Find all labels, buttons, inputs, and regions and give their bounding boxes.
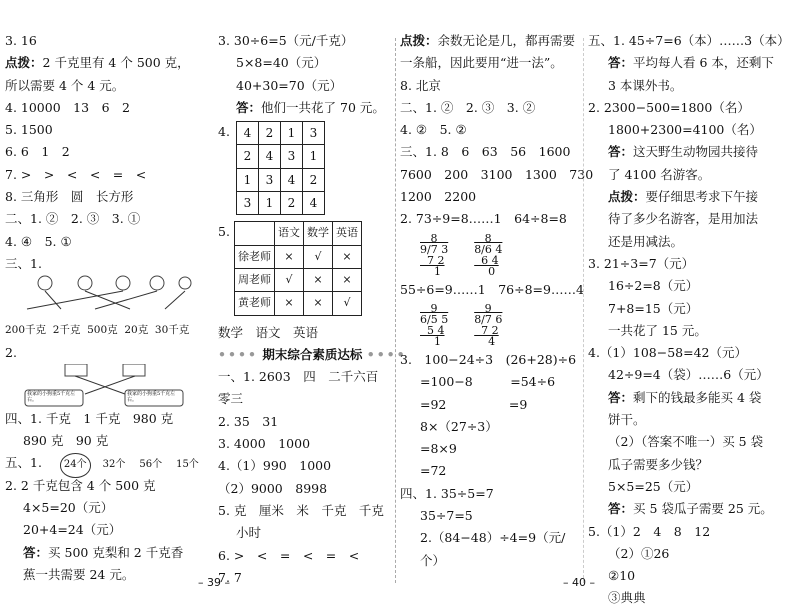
answer-line: 8. 北京 <box>400 77 441 93</box>
weight-label: 500克 <box>87 324 118 337</box>
table-cell: × <box>333 268 362 291</box>
plate-label: 56个 <box>139 459 163 471</box>
answer-line: ②10 <box>608 568 636 584</box>
answer-line: 2. 2 千克包含 4 个 500 克 <box>5 477 156 493</box>
answer-line: 4. ② 5. ② <box>400 122 467 138</box>
long-division <box>420 303 448 347</box>
question-number: 五、1. <box>5 455 42 471</box>
table-header: 数学 <box>304 222 333 245</box>
answer-line: 小时 <box>236 525 262 541</box>
division-line: 8/7 6 <box>474 312 503 326</box>
table-cell: 徐老师 <box>235 245 275 268</box>
answer-line: 零三 <box>218 391 244 407</box>
grid-cell: 2 <box>303 168 325 191</box>
answer-line: 3. 21÷3=7（元） <box>588 255 695 271</box>
division-line: 8/6 4 <box>474 242 503 256</box>
dot-decoration: •••• <box>366 346 407 362</box>
section-title-text: 期末综合素质达标 <box>262 346 363 362</box>
grid-cell: 4 <box>303 192 325 215</box>
division-line: 0 <box>474 264 496 278</box>
weight-labels <box>5 319 200 341</box>
answer-line: 4.（1）108−58=42（元） <box>588 345 747 361</box>
grid-cell: 3 <box>281 145 303 168</box>
hint-text: 余数无论是几，都再需要 <box>437 33 576 48</box>
answer-text: 剩下的钱最多能买 4 袋 <box>633 389 762 405</box>
answer-line: 还是用减法。 <box>608 233 684 249</box>
division-line: 1 <box>420 264 441 278</box>
answer-line: 三、1. 8 6 63 56 1600 <box>400 144 571 160</box>
matching-lines-illustration <box>5 275 195 319</box>
answer-label: 答： <box>236 99 262 115</box>
sudoku-block <box>218 121 390 215</box>
answer-label: 答： <box>608 144 634 160</box>
answer-line: 蕉一共需要 24 元。 <box>23 566 135 582</box>
answer-line: 5.（1）2 4 8 12 <box>588 523 711 539</box>
answer-text: 他们一共花了 70 元。 <box>261 99 385 115</box>
answer-line: 2. 2300−500=1800（名） <box>588 99 750 115</box>
answer-text: 买 500 克梨和 2 千克香 <box>48 544 184 560</box>
answer-line: 3. 100−24÷3 (26+28)÷6 <box>400 351 577 367</box>
hint-label: 点拨： <box>400 33 438 48</box>
matching-figure <box>5 275 200 319</box>
page-number-left: – 39 – <box>198 576 230 589</box>
answer-line: 5. 克 厘米 米 千克 千克 <box>218 502 384 518</box>
column-2 <box>218 30 407 589</box>
answer-line: 42÷9=4（袋）……6（元） <box>608 367 769 383</box>
teacher-subject-table <box>234 221 362 315</box>
answer-line: 3 本课外书。 <box>608 77 683 93</box>
answer-line: 四、1. 35÷5=7 <box>400 485 494 501</box>
grid-cell: 3 <box>259 168 281 191</box>
grid-cell: 1 <box>303 145 325 168</box>
answer-line: 4. 10000 13 6 2 <box>5 99 130 115</box>
grid-cell: 1 <box>237 168 259 191</box>
answer-line <box>5 52 200 74</box>
answer-line <box>588 186 793 208</box>
answer-line: 6. > < = < = < <box>218 547 360 563</box>
division-line: 9 <box>474 301 492 315</box>
table-cell: √ <box>304 245 333 268</box>
answer-line: 8×（27÷3） <box>420 418 498 434</box>
division-line: 9/7 3 <box>420 242 449 256</box>
answer-line <box>588 52 793 74</box>
page-divider <box>395 38 396 583</box>
answer-label: 答： <box>608 501 634 517</box>
table-cell: × <box>304 268 333 291</box>
speech-bubble-text: 我家的小狗重5千克左右。 <box>127 390 176 403</box>
sudoku-grid <box>236 121 325 215</box>
answer-line: 2. 35 31 <box>218 413 279 429</box>
weight-label: 30千克 <box>154 324 190 337</box>
table-header: 语文 <box>275 222 304 245</box>
answer-line: （2）（答案不唯一）买 5 袋 <box>608 434 764 450</box>
grid-cell: 2 <box>259 122 281 145</box>
answer-line: 三、1. <box>5 255 42 271</box>
answer-line: 3. 4000 1000 <box>218 436 311 452</box>
page-number-right: – 40 – <box>563 576 595 589</box>
weight-label: 2千克 <box>52 324 81 337</box>
plate-label: 24个 <box>60 453 91 477</box>
answer-line: 二、1. ② 2. ③ 3. ② <box>400 99 536 115</box>
plate-label: 32个 <box>102 459 126 471</box>
answer-line: 1800+2300=4100（名） <box>608 122 762 138</box>
scale-figure <box>5 364 200 408</box>
section-title <box>218 344 407 366</box>
answer-line: 890 克 90 克 <box>23 433 109 449</box>
hint-label: 点拨： <box>5 55 43 71</box>
answer-line: 3. 30÷6=5（元/千克） <box>218 33 354 48</box>
answer-line: 16÷2=8（元） <box>608 278 699 294</box>
column-3 <box>400 30 594 572</box>
grid-cell: 3 <box>237 192 259 215</box>
answer-line: 6. 6 1 2 <box>5 144 70 160</box>
table-cell: 周老师 <box>235 268 275 291</box>
grid-cell: 4 <box>281 168 303 191</box>
answer-label: 答： <box>608 55 634 71</box>
table-header: 英语 <box>333 222 362 245</box>
hint-text: 2 千克里有 4 个 500 克， <box>42 55 190 71</box>
weight-label: 20克 <box>124 324 149 337</box>
table-cell: √ <box>333 292 362 315</box>
grid-cell: 3 <box>303 122 325 145</box>
answer-line: 五、1. 45÷7=6（本）……3（本） <box>588 33 790 48</box>
grid-cell: 2 <box>281 192 303 215</box>
long-division <box>474 303 502 347</box>
answer-line <box>5 542 200 564</box>
answer-line: =92 =9 <box>420 396 528 412</box>
division-line: 7 2 <box>474 323 499 337</box>
division-line: 6/5 5 <box>420 312 449 326</box>
answer-line: 了 4100 名游客。 <box>608 166 711 182</box>
division-line: 6 4 <box>474 253 499 267</box>
table-cell: × <box>333 245 362 268</box>
table-cell: × <box>275 245 304 268</box>
division-line: 8 <box>474 231 492 245</box>
grid-cell: 4 <box>259 145 281 168</box>
answer-text: 平均每人看 6 本，还剩下 <box>633 55 774 71</box>
grid-cell: 4 <box>237 122 259 145</box>
answer-line: （2）9000 8998 <box>218 480 328 496</box>
weight-label: 200千克 <box>5 324 47 337</box>
long-division-row <box>400 301 578 349</box>
answer-line <box>588 498 793 520</box>
answer-line: 3. 16 <box>5 33 37 48</box>
long-division-row <box>400 231 578 279</box>
answer-line <box>400 30 578 52</box>
answer-line: 7. 7 <box>218 569 242 585</box>
answer-line: 40+30=70（元） <box>236 77 343 93</box>
answer-line: 55÷6=9……1 76÷8=9……4 <box>400 281 584 297</box>
plate-label: 15个 <box>176 459 199 471</box>
answer-line: 7600 200 3100 1300 730 <box>400 166 594 182</box>
teacher-table-block <box>218 221 390 315</box>
answer-line: 一、1. 2603 四 二千六百 <box>218 369 379 385</box>
answer-line: 5×5=25（元） <box>608 478 699 494</box>
column-1 <box>5 30 200 586</box>
answer-line: =8×9 <box>420 441 457 457</box>
answer-line: 4.（1）990 1000 <box>218 458 332 474</box>
division-line: 8 <box>420 231 438 245</box>
answer-line: 一条船，因此要用“进一法”。 <box>400 55 563 71</box>
answer-line <box>218 97 390 119</box>
answer-text: 这天野生动物园共接待 <box>633 144 759 160</box>
answer-line: 4. ④ 5. ① <box>5 233 72 249</box>
answer-line: 8. 三角形 圆 长方形 <box>5 189 134 205</box>
question-number: 4. <box>218 124 230 140</box>
division-line: 1 <box>420 334 441 348</box>
answer-line: 2.（84−48）÷4=9（元/ <box>420 530 566 546</box>
answer-line: ③典典 <box>608 590 646 606</box>
table-cell: √ <box>275 268 304 291</box>
answer-line: 1200 2200 <box>400 189 477 205</box>
answer-line: （2）①26 <box>608 545 670 561</box>
answer-line: 20+4=24（元） <box>23 522 122 538</box>
dot-decoration: •••• <box>218 346 258 362</box>
speech-bubble-text: 我家的小狗重5千克左右。 <box>27 390 76 403</box>
answer-line: 瓜子需要多少钱？ <box>608 456 709 472</box>
answer-text: 买 5 袋瓜子需要 25 元。 <box>633 501 773 517</box>
division-line: 5 4 <box>420 323 445 337</box>
answer-line: 二、1. ② 2. ③ 3. ① <box>5 211 141 227</box>
table-cell: × <box>304 292 333 315</box>
question-number: 5. <box>218 224 230 240</box>
long-division <box>420 233 448 277</box>
answer-line: 4×5=20（元） <box>23 500 114 516</box>
answer-line: 7. > > < < = < <box>5 166 147 182</box>
answer-line <box>5 452 200 474</box>
answer-line: 7+8=15（元） <box>608 300 699 316</box>
answer-line: =100−8 =54÷6 <box>420 374 556 390</box>
answer-label: 答： <box>608 389 634 405</box>
hint-label: 点拨： <box>608 189 646 205</box>
column-divider <box>583 38 584 583</box>
grid-cell: 1 <box>259 192 281 215</box>
table-cell: 黄老师 <box>235 292 275 315</box>
hint-text: 要仔细思考求下午接 <box>645 189 759 205</box>
answer-line: 饼干。 <box>608 412 646 428</box>
table-cell: × <box>275 292 304 315</box>
answer-line: 四、1. 千克 1 千克 980 克 <box>5 410 174 426</box>
answer-line: 待了多少名游客，是用加法 <box>608 211 759 227</box>
answer-line: 所以需要 4 个 4 元。 <box>5 77 125 93</box>
division-line: 4 <box>474 334 496 348</box>
grid-cell: 2 <box>237 145 259 168</box>
division-line: 7 2 <box>420 253 445 267</box>
grid-cell: 1 <box>281 122 303 145</box>
long-division <box>474 233 502 277</box>
answer-line: =72 <box>420 463 447 479</box>
answer-line: 5. 1500 <box>5 122 53 138</box>
answer-line: 数学 语文 英语 <box>218 324 319 340</box>
column-4 <box>588 30 793 610</box>
answer-line <box>588 141 793 163</box>
answer-line: 5×8=40（元） <box>236 55 327 71</box>
answer-line: 2. 73÷9=8……1 64÷8=8 <box>400 211 567 227</box>
answer-label: 答： <box>23 544 49 560</box>
answer-line: 个） <box>420 552 446 568</box>
division-line: 9 <box>420 301 438 315</box>
answer-line: 2. <box>5 344 17 360</box>
answer-line: 一共花了 15 元。 <box>608 322 707 338</box>
table-header <box>235 222 275 245</box>
answer-line: 35÷7=5 <box>420 508 473 524</box>
answer-line <box>588 387 793 409</box>
